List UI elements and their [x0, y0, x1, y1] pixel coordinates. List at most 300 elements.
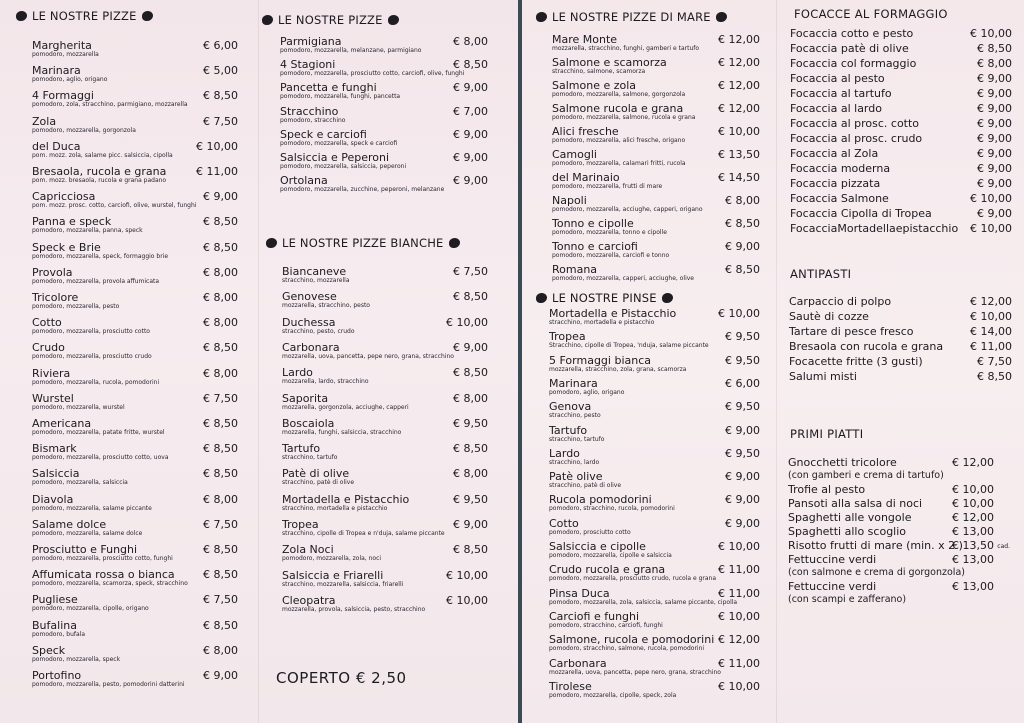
dish-price: € 6,00 [203, 39, 238, 52]
menu-item [549, 470, 760, 493]
dish-name: Crudo rucola e grana [549, 563, 666, 577]
menu-item [789, 310, 1012, 325]
dish-name: Salmone e zola [552, 79, 637, 92]
dish-ingredients: mozzarella, uova, pancetta, pepe nero, grana, stracchino [282, 352, 454, 360]
dish-ingredients: pomodoro, mozzarella, salame piccante [32, 504, 152, 512]
dish-ingredients: pomodoro, mozzarella, cipolle, speck, zola [549, 691, 677, 699]
dish-price: € 8,00 [977, 57, 1012, 70]
menu-item [32, 215, 238, 240]
dish-name: Tonno e carciofi [552, 240, 638, 253]
dish-price: € 8,50 [725, 217, 760, 230]
dish-ingredients: pomodoro, mozzarella, prosciutto crudo, rucola e grana [549, 575, 717, 583]
dish-price: € 10,00 [718, 540, 760, 553]
dish-price: € 8,50 [453, 543, 488, 557]
dish-name: Margherita [32, 39, 92, 52]
dish-ingredients: pomodoro, stracchino, salmone, rucola, pomodorini [549, 645, 705, 653]
dish-name: Tartufo [549, 423, 588, 437]
dish-price: € 12,00 [718, 79, 760, 92]
dish-name: Saporita [282, 391, 329, 405]
menu-item [280, 35, 488, 58]
dish-name: Focaccia col formaggio [790, 57, 917, 70]
menu-item [788, 553, 1012, 579]
section-title-antipasti: ANTIPASTI [790, 267, 852, 281]
menu-item [282, 518, 488, 543]
dish-price: € 12,00 [952, 511, 994, 524]
ink-blob-icon [16, 11, 27, 21]
menu-item [549, 680, 760, 703]
dish-name: Genova [549, 400, 592, 414]
menu-item [789, 325, 1012, 340]
dish-name: Focaccia al tartufo [790, 87, 892, 100]
dish-name: Cleopatra [282, 593, 336, 607]
menu-item [549, 540, 760, 563]
dish-ingredients: pomodoro, mozzarella, patate fritte, wurstel [32, 429, 165, 436]
dish-name: Marinara [549, 376, 598, 390]
dish-ingredients: pomodoro, mozzarella, funghi, pancetta [280, 93, 401, 101]
dish-price: € 12,00 [718, 33, 760, 46]
dish-name: Rucola pomodorini [549, 493, 652, 507]
dish-price: € 8,50 [203, 568, 238, 582]
dish-name: Salmone rucola e grana [552, 102, 684, 115]
dish-name: Carciofi e funghi [549, 609, 640, 623]
dish-price: € 8,00 [725, 194, 760, 207]
section-title-pizze-2: LE NOSTRE PIZZE [262, 12, 399, 28]
menu-item [790, 57, 1012, 72]
dish-name: Focaccia cotto e pesto [790, 27, 914, 40]
dish-ingredients: pomodoro, mozzarella, gorgonzola [32, 126, 136, 134]
menu-item [32, 644, 238, 669]
dish-price: € 7,50 [203, 391, 238, 405]
dish-name: Pansoti alla salsa di noci [788, 497, 923, 510]
ink-blob-icon [716, 12, 727, 22]
menu-item [790, 72, 1012, 87]
dish-ingredients: pomodoro, mozzarella, capperi, acciughe, olive [552, 275, 694, 282]
menu-item [280, 174, 488, 197]
dish-name: Stracchino [280, 104, 339, 118]
dish-ingredients: pomodoro, mozzarella, salame dolce [32, 529, 143, 537]
dish-name: FocacciaMortadellaepistacchio [790, 222, 959, 235]
dish-price: € 9,00 [725, 423, 760, 437]
dish-price: € 8,00 [203, 492, 238, 506]
menu-item [282, 392, 488, 417]
dish-price: € 7,50 [453, 265, 488, 278]
dish-ingredients: stracchino, tartufo [549, 435, 605, 443]
menu-item [788, 483, 1012, 497]
menu-item [282, 467, 488, 492]
dish-price: € 10,00 [196, 139, 238, 153]
menu-item [790, 117, 1012, 132]
dish-name: Camogli [552, 148, 597, 161]
dish-price: € 9,00 [977, 72, 1012, 85]
dish-price: € 10,00 [718, 307, 760, 320]
menu-item [280, 105, 488, 128]
dish-ingredients: pomodoro, mozzarella, prosciutto cotto, funghi [32, 555, 173, 562]
dish-price: € 13,50 [952, 539, 994, 552]
menu-item [32, 291, 238, 316]
menu-item [789, 295, 1012, 310]
dish-ingredients: pomodoro, mozzarella, cipolle, origano [32, 605, 149, 613]
dish-name: Salsiccia e Peperoni [280, 151, 390, 164]
dish-name: Tropea [282, 518, 319, 531]
menu-item [32, 39, 238, 64]
dish-name: Lardo [282, 366, 313, 380]
dish-name: Salame dolce [32, 517, 107, 531]
dish-ingredients: mozzarella, stracchino, funghi, gamberi e tartufo [552, 45, 700, 52]
dish-name: Spaghetti alle vongole [788, 511, 912, 524]
dish-ingredients: stracchino, patè di olive [282, 479, 355, 487]
dish-price: € 9,00 [725, 516, 760, 530]
dish-ingredients: pomodoro, mozzarella, panna, speck [32, 227, 143, 235]
dish-ingredients: pomodoro, mozzarella, calamari fritti, rucola [552, 160, 686, 167]
menu-sheet-right [522, 0, 1024, 723]
dish-price: € 10,00 [952, 483, 994, 496]
dish-price: € 9,00 [977, 177, 1012, 190]
section-title-pizze: LE NOSTRE PIZZE [16, 8, 153, 24]
menu-item [282, 594, 488, 619]
dish-name: 5 Formaggi bianca [549, 353, 652, 367]
section-title-mare: LE NOSTRE PIZZE DI MARE [536, 9, 727, 25]
dish-price: € 8,00 [203, 265, 238, 279]
menu-item [32, 190, 238, 215]
dish-price: € 9,00 [725, 470, 760, 484]
dish-name: Alici fresche [552, 125, 619, 138]
dish-name: Affumicata rossa o bianca [32, 568, 175, 582]
menu-item [32, 89, 238, 114]
dish-name: Pinsa Duca [549, 586, 610, 600]
dish-price: € 9,50 [453, 416, 488, 430]
dish-price: € 9,50 [725, 446, 760, 460]
menu-item [788, 525, 1012, 539]
ink-blob-icon [388, 15, 399, 25]
dish-name: Genovese [282, 290, 337, 304]
menu-item [549, 633, 760, 656]
dish-name: Bresaola con rucola e grana [789, 340, 944, 353]
menu-item [790, 102, 1012, 117]
dish-name: Focaccia al Zola [790, 147, 879, 160]
menu-item [790, 192, 1012, 207]
dish-ingredients: stracchino, pesto [549, 412, 601, 420]
dish-price: € 9,00 [453, 81, 488, 95]
dish-name: Provola [32, 265, 73, 279]
dish-price: € 8,50 [977, 42, 1012, 55]
dish-price: € 10,00 [446, 315, 488, 329]
dish-name: Tonno e cipolle [552, 217, 634, 230]
dish-price: € 8,50 [203, 215, 238, 229]
menu-item [32, 266, 238, 291]
dish-ingredients: pomodoro, mozzarella, salsiccia [32, 479, 128, 487]
menu-item [282, 316, 488, 341]
dish-price: € 8,00 [203, 643, 238, 657]
menu-item [549, 563, 760, 586]
menu-item [788, 497, 1012, 511]
dish-ingredients: pomodoro, mozzarella [32, 51, 99, 58]
menu-item [32, 140, 238, 165]
dish-note: (con gamberi e crema di tartufo) [788, 470, 944, 481]
dish-price: € 8,50 [203, 341, 238, 355]
dish-name: Bismark [32, 442, 77, 456]
dish-name: Bresaola, rucola e grana [32, 165, 167, 178]
menu-item [552, 240, 760, 263]
dish-name: Pugliese [32, 593, 78, 607]
menu-item [32, 341, 238, 366]
dish-ingredients: stracchino, tartufo [282, 454, 338, 462]
coperto-charge: COPERTO € 2,50 [276, 669, 407, 687]
dish-name: Focacette fritte (3 gusti) [789, 355, 923, 368]
dish-note: (con salmone e crema di gorgonzola) [788, 567, 965, 578]
menu-item [32, 417, 238, 442]
dish-price: € 8,00 [453, 391, 488, 405]
dish-price: € 9,00 [453, 174, 488, 188]
menu-item [549, 517, 760, 540]
dish-name: Tropea [549, 330, 586, 344]
dish-ingredients: mozzarella, gorgonzola, acciughe, capperi [282, 403, 409, 411]
dish-price: € 7,50 [203, 517, 238, 531]
dish-name: 4 Formaggi [32, 89, 94, 103]
menu-item [32, 165, 238, 190]
dish-ingredients: mozzarella, provola, salsiccia, pesto, stracchino [282, 605, 426, 613]
dish-price: € 9,00 [203, 669, 238, 682]
dish-price: € 7,50 [203, 114, 238, 128]
ink-blob-icon [142, 11, 153, 21]
dish-price: € 9,50 [725, 330, 760, 344]
dish-ingredients: pomodoro, mozzarella, salmone, rucola e grana [552, 114, 696, 121]
dish-name: Napoli [552, 194, 587, 207]
dish-price: € 5,00 [203, 64, 238, 78]
dish-ingredients: pomodoro, mozzarella, alici fresche, origano [552, 137, 686, 144]
dish-ingredients: pomodoro, mozzarella, wurstel [32, 403, 125, 411]
dish-name: Tartufo [282, 442, 321, 456]
dish-ingredients: stracchino, mozzarella [282, 277, 350, 284]
menu-item [280, 151, 488, 174]
dish-name: Spaghetti allo scoglio [788, 525, 907, 538]
menu-item [549, 330, 760, 353]
dish-ingredients: pom. mozz. prosc. cotto, carciofi, olive, wurstel, funghi [32, 202, 197, 210]
menu-item [32, 543, 238, 568]
dish-price: € 9,00 [725, 493, 760, 507]
dish-name: Mortadella e Pistacchio [549, 307, 677, 320]
dish-ingredients: pomodoro, mozzarella, zola, noci [282, 555, 382, 563]
dish-price: € 10,00 [952, 497, 994, 510]
dish-ingredients: pomodoro, mozzarella, prosciutto cotto [32, 328, 150, 336]
dish-name: Romana [552, 263, 598, 276]
dish-price: € 13,00 [952, 525, 994, 538]
dish-price: € 9,00 [453, 127, 488, 141]
menu-item [282, 442, 488, 467]
menu-item [32, 593, 238, 618]
menu-item [32, 316, 238, 341]
menu-item [790, 132, 1012, 147]
menu-item [32, 115, 238, 140]
menu-item [552, 194, 760, 217]
dish-price: € 13,50 [718, 148, 760, 161]
dish-price: € 10,00 [446, 568, 488, 582]
dish-name: Zola Noci [282, 543, 334, 557]
dish-price: € 9,00 [977, 87, 1012, 100]
dish-ingredients: pomodoro, mozzarella, zola, salsiccia, salame piccante, cipolla [549, 598, 738, 606]
menu-item [552, 148, 760, 171]
dish-price: € 8,00 [203, 316, 238, 330]
dish-ingredients: pomodoro, bufala [32, 630, 86, 638]
dish-name: Portofino [32, 669, 82, 682]
dish-ingredients: pomodoro, mozzarella, salmone, gorgonzola [552, 91, 686, 98]
dish-price: € 8,50 [453, 290, 488, 304]
dish-name: Patè olive [549, 470, 603, 484]
menu-item [32, 367, 238, 392]
dish-price: € 9,00 [725, 240, 760, 253]
menu-item [282, 366, 488, 391]
dish-price: € 13,00 [952, 580, 994, 593]
dish-price: € 12,00 [718, 102, 760, 115]
dish-name: Salmone e scamorza [552, 56, 667, 69]
dish-price: € 8,50 [725, 263, 760, 276]
dish-ingredients: stracchino, mortadella e pistacchio [549, 319, 655, 326]
dish-ingredients: pomodoro, mozzarella, rucola, pomodorini [32, 378, 160, 386]
dish-price: € 10,00 [970, 192, 1012, 205]
dish-name: Cotto [549, 516, 579, 530]
menu-item [32, 64, 238, 89]
dish-ingredients: pomodoro, prosciutto cotto [549, 528, 631, 536]
menu-item [788, 456, 1012, 482]
dish-ingredients: pomodoro, stracchino, carciofi, funghi [549, 621, 663, 629]
dish-price: € 8,50 [977, 370, 1012, 383]
dish-price: € 12,00 [718, 56, 760, 69]
dish-name: Fettuccine verdi [788, 580, 877, 593]
dish-name: Focaccia al pesto [790, 72, 885, 85]
menu-item [32, 619, 238, 644]
dish-ingredients: stracchino, salmone, scamorza [552, 68, 646, 75]
menu-item [282, 543, 488, 568]
dish-name: Carpaccio di polpo [789, 295, 892, 308]
dish-name: Focaccia moderna [790, 162, 891, 175]
dish-price: € 9,00 [977, 162, 1012, 175]
dish-ingredients: Stracchino, cipolle di Tropea, 'nduja, salame piccante [549, 342, 709, 350]
dish-price: € 8,50 [203, 240, 238, 254]
dish-name: Bufalina [32, 618, 77, 632]
dish-price: € 7,00 [453, 104, 488, 118]
dish-ingredients: pomodoro, mozzarella, salsiccia, peperoni [280, 163, 407, 170]
dish-ingredients: pomodoro, mozzarella, tonno e cipolle [552, 229, 667, 236]
dish-ingredients: pom. mozz. bresaola, rucola e grana padano [32, 177, 167, 184]
dish-price: € 11,00 [718, 563, 760, 577]
dish-price: € 12,00 [952, 456, 994, 469]
dish-ingredients: pomodoro, stracchino [280, 116, 346, 124]
dish-price: € 10,00 [718, 679, 760, 693]
dish-name: Focaccia patè di olive [790, 42, 909, 55]
dish-price: € 10,00 [718, 125, 760, 138]
menu-item [552, 217, 760, 240]
dish-name: Sautè di cozze [789, 310, 869, 323]
menu-item [552, 125, 760, 148]
menu-item [32, 568, 238, 593]
dish-price: € 8,50 [453, 58, 488, 72]
menu-item [32, 442, 238, 467]
dish-ingredients: mozzarella, lardo, stracchino [282, 378, 369, 386]
pizze-column-1 [16, 8, 238, 718]
dish-name: Diavola [32, 492, 74, 506]
menu-item [552, 56, 760, 79]
menu-item [789, 355, 1012, 370]
dish-price: € 7,50 [977, 355, 1012, 368]
menu-item [549, 424, 760, 447]
dish-name: 4 Stagioni [280, 58, 336, 72]
dish-ingredients: pomodoro, zola, stracchino, parmigiano, mozzarella [32, 101, 188, 109]
dish-price: € 9,00 [453, 518, 488, 531]
dish-ingredients: stracchino, mozzarella, salsiccia, friarelli [282, 580, 404, 588]
menu-item [790, 207, 1012, 222]
ink-blob-icon [536, 12, 547, 22]
dish-price: € 8,50 [453, 366, 488, 380]
dish-ingredients: pomodoro, mozzarella, cipolle e salsiccia [549, 552, 672, 559]
dish-price: € 9,00 [453, 340, 488, 354]
dish-name: Capricciosa [32, 190, 96, 204]
menu-item [788, 539, 1012, 553]
menu-item [282, 417, 488, 442]
dish-name: Mortadella e Pistacchio [282, 492, 410, 506]
dish-name: Pancetta e funghi [280, 81, 377, 95]
dish-name: Prosciutto e Funghi [32, 543, 138, 556]
menu-item [32, 493, 238, 518]
dish-name: Fettuccine verdi [788, 553, 877, 566]
dish-name: Focaccia al prosc. crudo [790, 132, 923, 145]
dish-ingredients: stracchino, mortadella e pistacchio [282, 504, 388, 512]
dish-name: Speck e Brie [32, 240, 101, 254]
section-title-primi: PRIMI PIATTI [790, 427, 864, 441]
menu-item [282, 341, 488, 366]
dish-price: € 8,00 [203, 291, 238, 304]
dish-name: Cotto [32, 316, 62, 330]
dish-price: € 14,50 [718, 171, 760, 184]
dish-price: € 9,50 [725, 353, 760, 367]
dish-price: € 8,50 [203, 417, 238, 430]
menu-item [790, 27, 1012, 42]
menu-item [549, 354, 760, 377]
dish-name: Mare Monte [552, 33, 618, 46]
dish-price: € 11,00 [970, 340, 1012, 353]
menu-item [552, 79, 760, 102]
dish-price: € 9,00 [453, 151, 488, 164]
dish-name: Salsiccia [32, 467, 80, 481]
dish-name: del Duca [32, 139, 81, 153]
menu-item [552, 102, 760, 125]
dish-ingredients: pom. mozz. zola, salame picc. salsiccia, cipolla [32, 151, 173, 159]
dish-name: Salsiccia e Friarelli [282, 568, 384, 582]
dish-name: Parmigiana [280, 35, 342, 48]
dish-price: € 8,00 [453, 35, 488, 48]
dish-name: Ortolana [280, 174, 328, 188]
dish-ingredients: pomodoro, mozzarella, prosciutto crudo [32, 353, 152, 361]
menu-item [280, 58, 488, 81]
dish-name: Risotto frutti di mare (min. x 2 ) [788, 539, 963, 552]
dish-price: € 9,00 [977, 147, 1012, 160]
dish-name: Wurstel [32, 391, 74, 405]
dish-name: Speck [32, 643, 66, 657]
dish-ingredients: pomodoro, mozzarella, prosciutto cotto, carciofi, olive, funghi [280, 70, 465, 78]
dish-price: € 11,00 [196, 165, 238, 178]
menu-item [790, 177, 1012, 192]
menu-item [32, 518, 238, 543]
dish-name: Crudo [32, 341, 65, 355]
menu-item [282, 290, 488, 315]
menu-item [32, 241, 238, 266]
dish-price: € 8,50 [203, 442, 238, 456]
dish-price: € 8,50 [203, 543, 238, 556]
dish-name: Focaccia Salmone [790, 192, 889, 205]
dish-price: € 11,00 [718, 586, 760, 600]
dish-name: Tricolore [32, 291, 79, 304]
dish-price: € 9,00 [203, 190, 238, 204]
dish-ingredients: pomodoro, mozzarella, provola affumicata [32, 277, 160, 285]
dish-name: Zola [32, 114, 57, 128]
